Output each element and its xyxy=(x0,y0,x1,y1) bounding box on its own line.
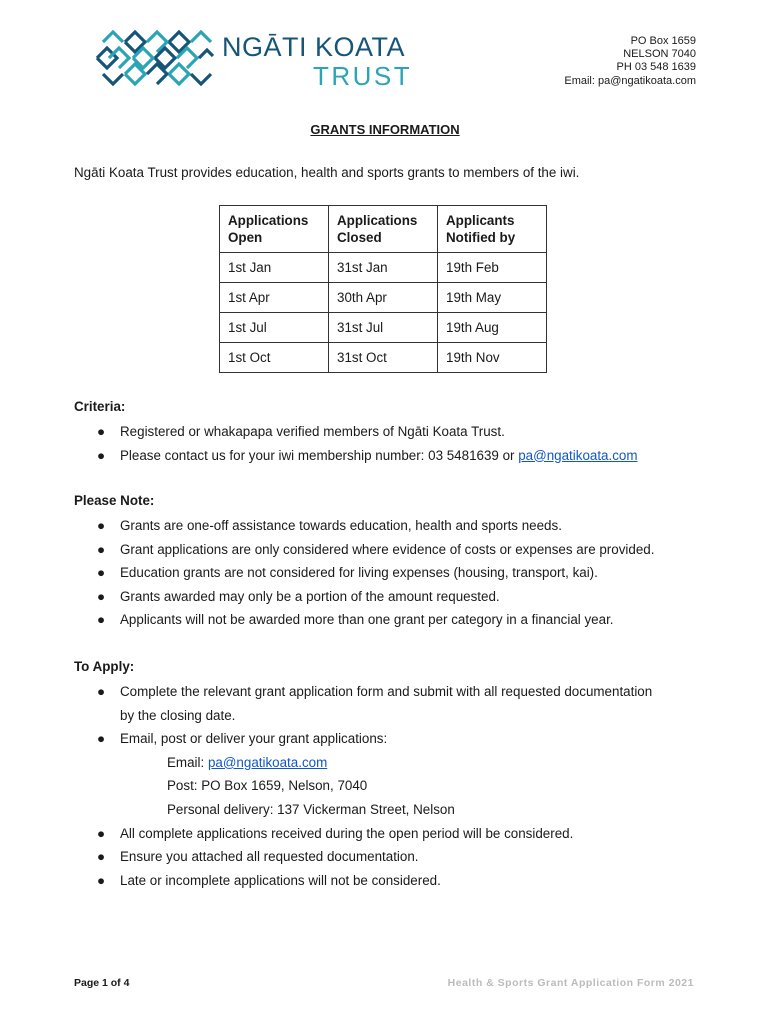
table-row xyxy=(220,313,547,343)
list-item: ● Grants awarded may only be a portion of the amount requested. xyxy=(97,588,500,604)
email-line: Email: pa@ngatikoata.com xyxy=(167,754,328,770)
contact-address xyxy=(564,35,696,88)
grant-schedule-table xyxy=(219,205,547,373)
address-line: NELSON 7040 xyxy=(623,48,696,61)
table-cell: 19th Feb xyxy=(438,253,547,283)
list-item: ● Grant applications are only considered where evidence of costs or expenses are provided. xyxy=(97,541,655,557)
header-applications-open: Applications Open xyxy=(220,206,329,253)
email-link[interactable]: pa@ngatikoata.com xyxy=(518,447,638,463)
table-row xyxy=(220,253,547,283)
address-line: Email: pa@ngatikoata.com xyxy=(564,74,696,87)
address-line: PH 03 548 1639 xyxy=(616,61,696,74)
table-header-row xyxy=(220,206,547,253)
table-row xyxy=(220,283,547,313)
table-cell: 1st Oct xyxy=(220,343,329,373)
email-link[interactable]: pa@ngatikoata.com xyxy=(207,754,328,770)
table-cell: 31st Oct xyxy=(329,343,438,373)
list-item: ● Applicants will not be awarded more than one grant per category in a financial year. xyxy=(97,612,614,628)
table-cell: 19th May xyxy=(438,283,547,313)
please-note-heading: Please Note: xyxy=(74,493,155,508)
table-cell: 19th Aug xyxy=(438,313,547,343)
page-title: GRANTS INFORMATION xyxy=(310,122,460,137)
list-item: ● Late or incomplete applications will not be considered. xyxy=(97,872,441,888)
page-number: Page 1 of 4 xyxy=(74,977,130,989)
header-applications-closed: Applications Closed xyxy=(329,206,438,253)
table-cell: 19th Nov xyxy=(438,343,547,373)
form-name: Health & Sports Grant Application Form 2021 xyxy=(447,977,694,989)
logo-trust: TRUST xyxy=(313,61,413,91)
table-cell: 1st Apr xyxy=(220,283,329,313)
to-apply-heading: To Apply: xyxy=(74,659,135,674)
delivery-line: Personal delivery: 137 Vickerman Street, Nelson xyxy=(167,801,455,817)
list-item: ● Email, post or deliver your grant applications: xyxy=(97,731,388,747)
criteria-section xyxy=(74,397,638,467)
list-item: ● Complete the relevant grant application form and submit with all requested documentation by the closing date. xyxy=(97,684,653,723)
table-cell: 31st Jul xyxy=(329,313,438,343)
list-item: ● Grants are one-off assistance towards education, health and sports needs. xyxy=(97,518,562,533)
koru-pattern-icon xyxy=(95,28,215,92)
intro-paragraph: Ngāti Koata Trust provides education, health and sports grants to members of the iwi. xyxy=(74,165,580,180)
header-applicants-notified: Applicants Notified by xyxy=(438,206,547,253)
list-item: ● All complete applications received during the open period will be considered. xyxy=(97,825,574,841)
table-cell: 30th Apr xyxy=(329,283,438,313)
logo-name: NGĀTI KOATA xyxy=(222,32,406,62)
please-note-section xyxy=(74,491,654,632)
post-line: Post: PO Box 1659, Nelson, 7040 xyxy=(167,778,368,794)
list-item: ● Please contact us for your iwi membership number: 03 5481639 or pa@ngatikoata.com xyxy=(97,447,638,463)
table-cell: 1st Jul xyxy=(220,313,329,343)
address-line: PO Box 1659 xyxy=(630,35,696,47)
table-cell: 1st Jan xyxy=(220,253,329,283)
to-apply-section xyxy=(74,657,652,892)
criteria-heading: Criteria: xyxy=(74,399,126,414)
trust-logo xyxy=(95,28,413,92)
table-cell: 31st Jan xyxy=(329,253,438,283)
table-row xyxy=(220,343,547,373)
list-item: ● Registered or whakapapa verified members of Ngāti Koata Trust. xyxy=(97,424,505,439)
list-item: ● Ensure you attached all requested documentation. xyxy=(97,849,419,865)
list-item: ● Education grants are not considered for living expenses (housing, transport, kai). xyxy=(97,565,598,581)
